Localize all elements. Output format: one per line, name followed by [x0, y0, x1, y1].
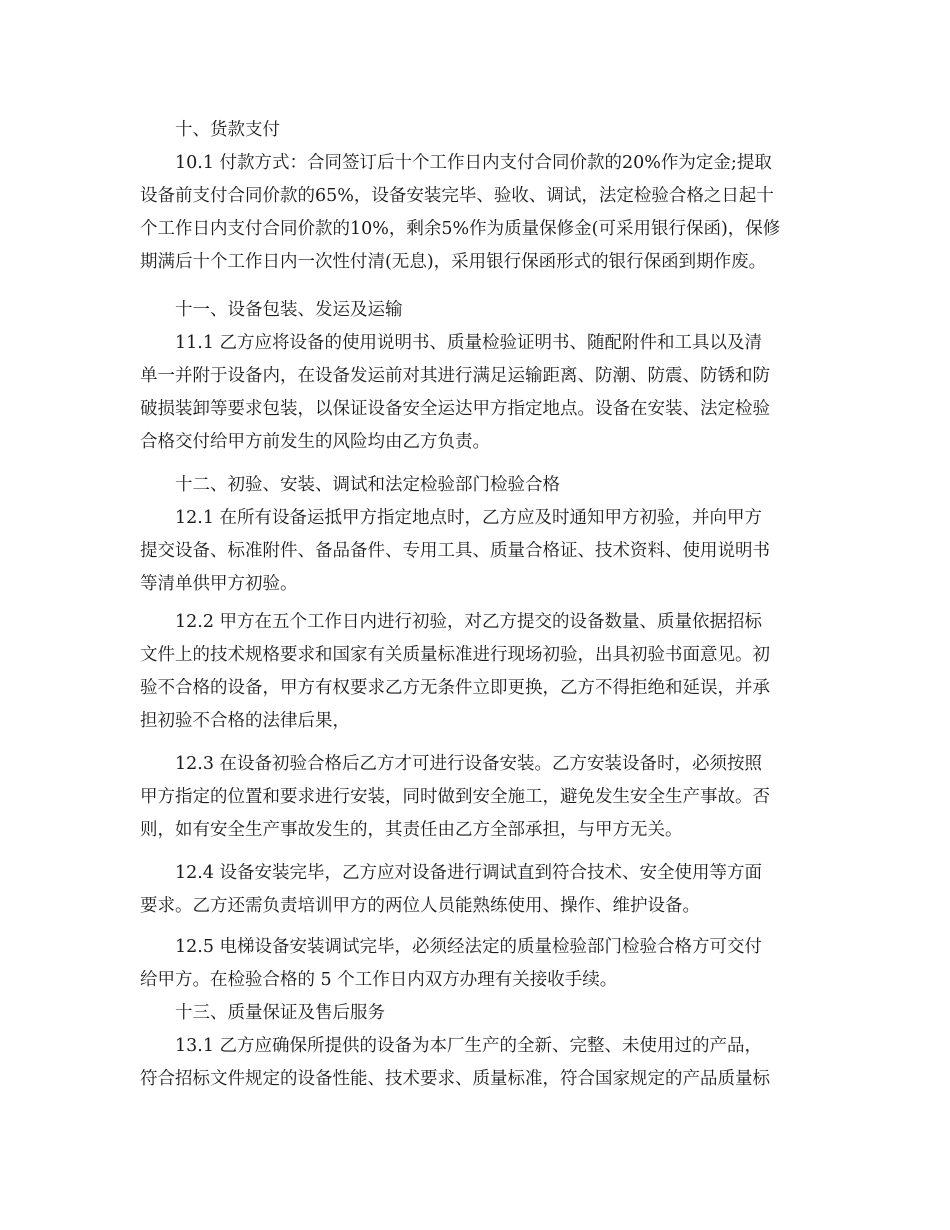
clause-12-2-line-4: 担初验不合格的法律后果，: [140, 711, 350, 731]
clause-10-1-line-4: 期满后十个工作日内一次性付清(无息)，采用银行保函形式的银行保函到期作废。: [140, 252, 767, 272]
clause-12-1-line-1: 12.1 在所有设备运抵甲方指定地点时，乙方应及时通知甲方初验，并向甲方: [175, 508, 763, 528]
clause-12-2-line-3: 验不合格的设备，甲方有权要求乙方无条件立即更换，乙方不得拒绝和延误，并承: [140, 678, 770, 698]
clause-11-1-line-2: 单一并附于设备内，在设备发运前对其进行满足运输距离、防潮、防震、防锈和防: [140, 366, 770, 386]
clause-12-1-line-2: 提交设备、标准附件、备品备件、专用工具、质量合格证、技术资料、使用说明书: [140, 541, 770, 561]
clause-12-5-line-1: 12.5 电梯设备安装调试完毕，必须经法定的质量检验部门检验合格方可交付: [175, 937, 763, 957]
clause-12-3-line-2: 甲方指定的位置和要求进行安装，同时做到安全施工，避免发生安全生产事故。否: [140, 787, 770, 807]
heading-section-13: 十三、质量保证及售后服务: [175, 1003, 385, 1023]
heading-section-10: 十、货款支付: [175, 120, 280, 140]
heading-section-11: 十一、设备包装、发运及运输: [175, 300, 403, 320]
clause-10-1-line-2: 设备前支付合同价款的65%，设备安装完毕、验收、调试，法定检验合格之日起十: [140, 186, 774, 206]
clause-13-1-line-1: 13.1 乙方应确保所提供的设备为本厂生产的全新、完整、未使用过的产品，: [175, 1036, 763, 1056]
clause-12-3-line-1: 12.3 在设备初验合格后乙方才可进行设备安装。乙方安装设备时，必须按照: [175, 754, 763, 774]
clause-12-2-line-2: 文件上的技术规格要求和国家有关质量标准进行现场初验，出具初验书面意见。初: [140, 645, 770, 665]
clause-12-3-line-3: 则，如有安全生产事故发生的，其责任由乙方全部承担，与甲方无关。: [140, 820, 683, 840]
clause-10-1-line-1: 10.1 付款方式：合同签订后十个工作日内支付合同价款的20%作为定金;提取: [175, 153, 772, 173]
clause-12-2-line-1: 12.2 甲方在五个工作日内进行初验，对乙方提交的设备数量、质量依据招标: [175, 612, 763, 632]
clause-13-1-line-2: 符合招标文件规定的设备性能、技术要求、质量标准，符合国家规定的产品质量标: [140, 1069, 770, 1089]
clause-12-5-line-2: 给甲方。在检验合格的 5 个工作日内双方办理有关接收手续。: [140, 970, 618, 990]
heading-section-12: 十二、初验、安装、调试和法定检验部门检验合格: [175, 475, 560, 495]
clause-12-4-line-2: 要求。乙方还需负责培训甲方的两位人员能熟练使用、操作、维护设备。: [140, 896, 700, 916]
clause-12-4-line-1: 12.4 设备安装完毕，乙方应对设备进行调试直到符合技术、安全使用等方面: [175, 863, 763, 883]
clause-12-1-line-3: 等清单供甲方初验。: [140, 574, 298, 594]
clause-11-1-line-1: 11.1 乙方应将设备的使用说明书、质量检验证明书、随配附件和工具以及清: [175, 333, 763, 353]
clause-11-1-line-3: 破损装卸等要求包装，以保证设备安全运达甲方指定地点。设备在安装、法定检验: [140, 399, 770, 419]
clause-11-1-line-4: 合格交付给甲方前发生的风险均由乙方负责。: [140, 432, 490, 452]
clause-10-1-line-3: 个工作日内支付合同价款的10%，剩余5%作为质量保修金(可采用银行保函)，保修: [140, 219, 781, 239]
